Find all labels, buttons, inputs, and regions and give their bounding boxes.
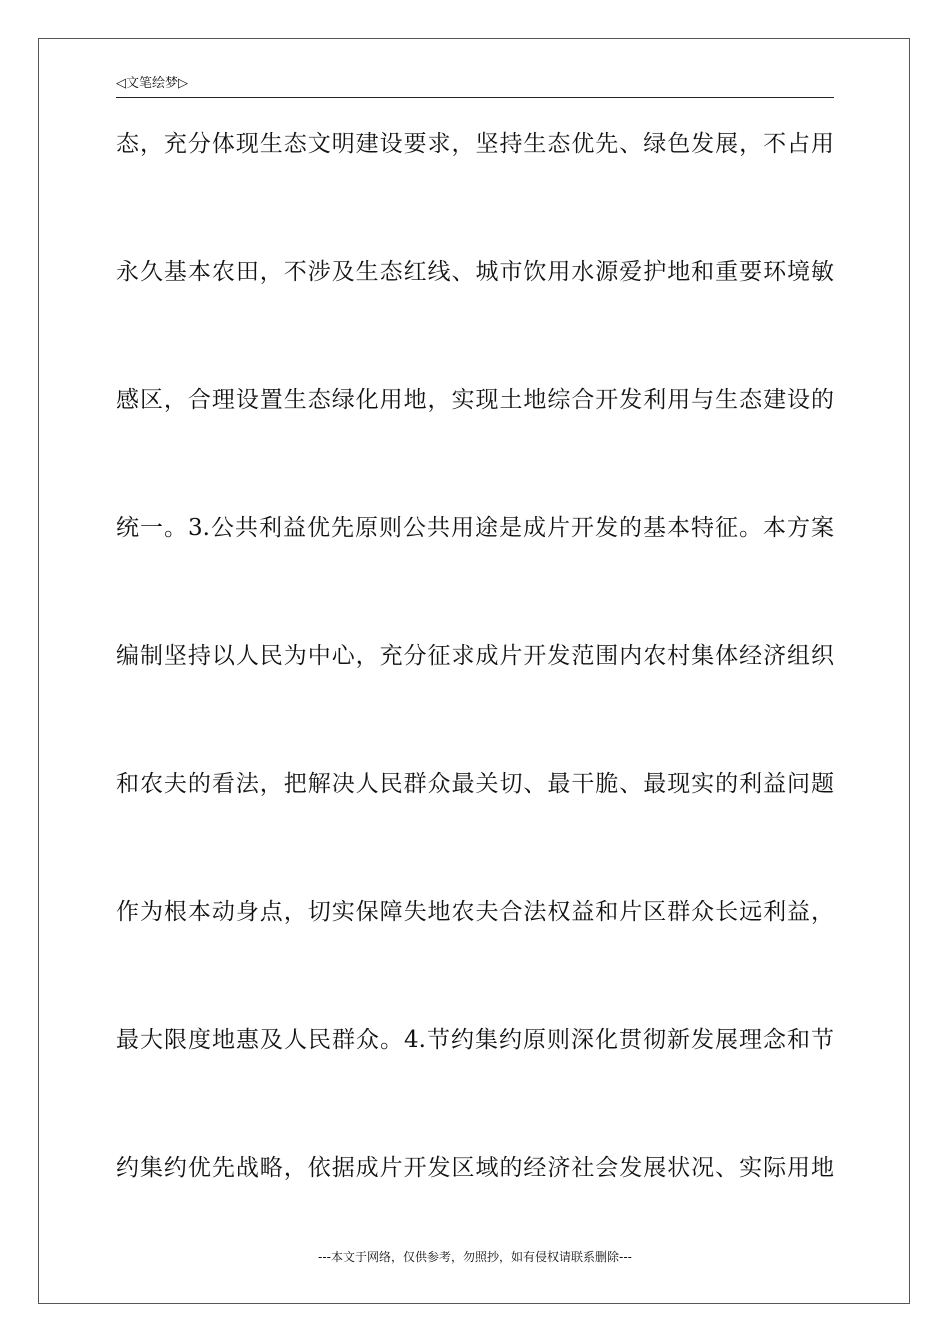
body-line-9: 约集约优先战略，依据成片开发区域的经济社会发展状况、实际用地	[116, 1155, 834, 1181]
body-line-8: 最大限度地惠及人民群众。4.节约集约原则深化贯彻新发展理念和节	[116, 1027, 834, 1053]
right-triangle-icon: ▷	[178, 76, 189, 91]
page-footer: ---本文于网络，仅供参考，勿照抄，如有侵权请联系删除---	[318, 1250, 632, 1264]
page-header	[116, 74, 834, 98]
body-line-5: 编制坚持以人民为中心，充分征求成片开发范围内农村集体经济组织	[116, 643, 834, 669]
body-line-2: 永久基本农田，不涉及生态红线、城市饮用水源爱护地和重要环境敏	[116, 259, 834, 285]
body-line-1: 态，充分体现生态文明建设要求，坚持生态优先、绿色发展，不占用	[116, 131, 834, 157]
body-line-7: 作为根本动身点，切实保障失地农夫合法权益和片区群众长远利益，	[116, 899, 834, 925]
body-line-4: 统一。3.公共利益优先原则公共用途是成片开发的基本特征。本方案	[116, 515, 834, 541]
body-line-3: 感区，合理设置生态绿化用地，实现土地综合开发利用与生态建设的	[116, 387, 834, 413]
body-line-6: 和农夫的看法，把解决人民群众最关切、最干脆、最现实的利益问题	[116, 771, 834, 797]
header-title: 文笔绘梦	[126, 76, 179, 91]
left-triangle-icon: ◁	[116, 76, 126, 91]
